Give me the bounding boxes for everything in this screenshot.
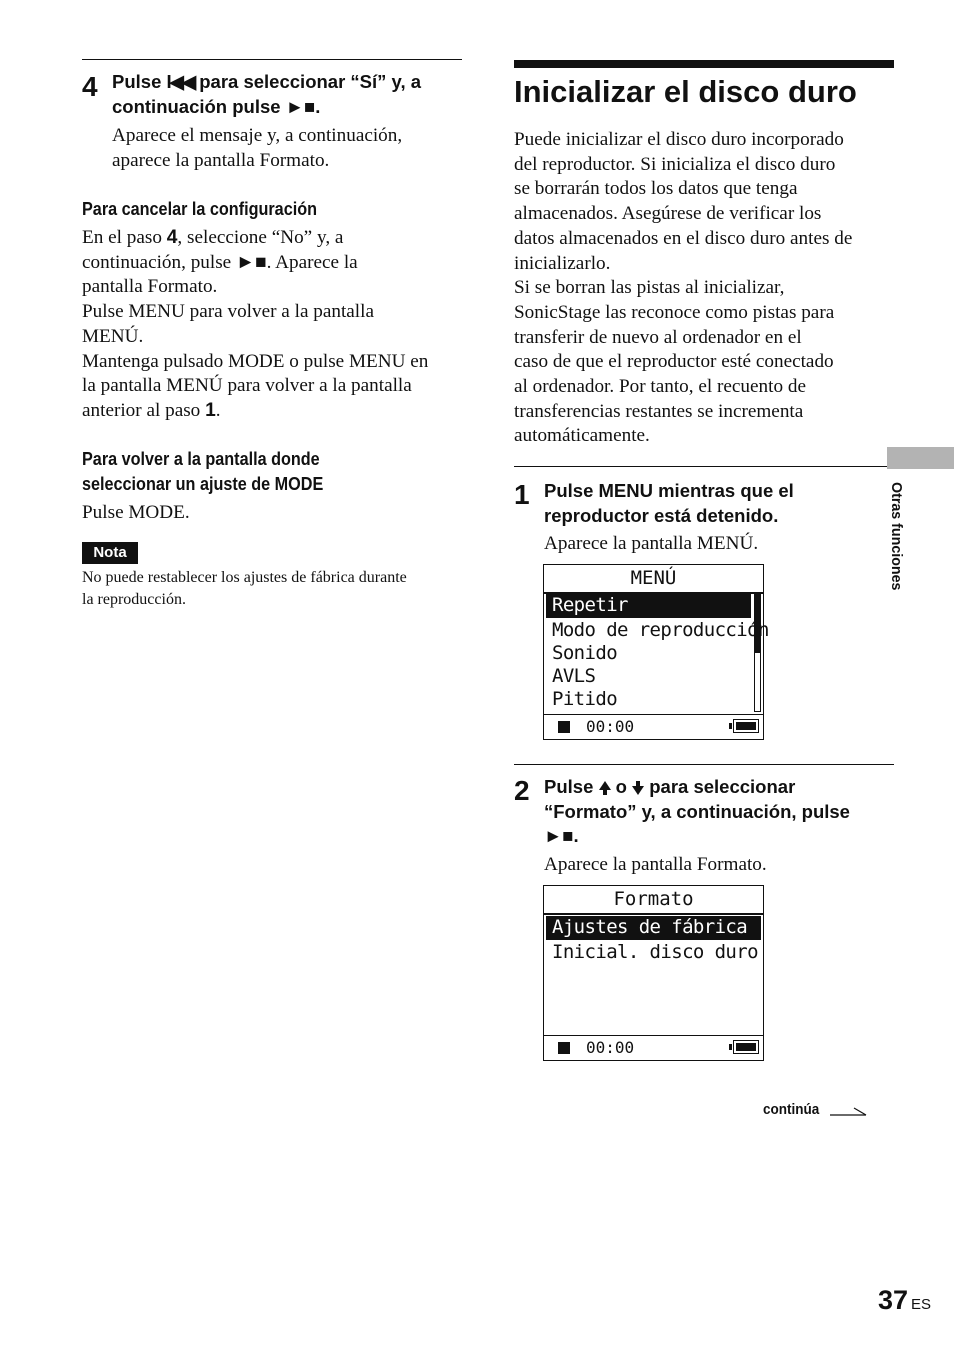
play-stop-icon: ►■: [544, 825, 574, 846]
intro-line: del reproductor. Si inicializa el disco duro: [514, 153, 836, 175]
menu-status-bar: [544, 714, 763, 739]
format-item-ajustes: Ajustes de fábrica: [552, 916, 748, 938]
note-text: No puede restablecer los ajustes de fábrica durante la reproducción.: [82, 569, 407, 608]
intro-line: datos almacenados en el disco duro antes de: [514, 227, 853, 249]
intro-paragraph: [514, 128, 894, 449]
step-2-instruction: Pulse o para seleccionar “Formato” y, a continuación, pulse ►■.: [544, 776, 850, 846]
page-number: 37 ES: [878, 1285, 932, 1315]
step-1-rule: [514, 466, 894, 467]
stop-icon: [558, 721, 570, 733]
intro-line: Si se borran las pistas al inicializar,: [514, 277, 785, 299]
menu-screen: [543, 564, 769, 740]
format-time: 00:00: [586, 1038, 635, 1057]
side-tab-label: Otras funciones: [888, 482, 905, 591]
title-bar: [514, 60, 894, 68]
intro-line: SonicStage las reconoce como pistas para: [514, 301, 835, 323]
intro-line: caso de que el reproductor esté conectado: [514, 351, 834, 373]
step-1-number: 1: [514, 479, 530, 510]
down-arrow-icon: [632, 786, 644, 795]
step-4-description: Aparece el mensaje y, a continuación, aparece la pantalla Formato.: [112, 125, 403, 171]
step-4-number: 4: [82, 71, 98, 102]
menu-item-avls: AVLS: [552, 665, 596, 687]
menu-scrollbar: [754, 594, 761, 712]
back-heading: Para volver a la pantalla donde seleccionar un ajuste de MODE: [82, 449, 324, 494]
play-stop-icon: ►■: [236, 251, 267, 273]
intro-line: almacenados. Asegúrese de verificar los: [514, 203, 822, 225]
step-1-instruction: Pulse MENU mientras que el reproductor está detenido.: [544, 480, 794, 526]
step-2-description: Aparece la pantalla Formato.: [544, 854, 767, 875]
format-screen-title: Formato: [613, 888, 694, 910]
intro-line: automáticamente.: [514, 425, 650, 447]
step-2-rule: [514, 764, 894, 765]
continues-label: continúa: [763, 1101, 820, 1118]
step-4-instruction: Pulse I◀◀ para seleccionar “Sí” y, a continuación pulse ►■.: [112, 71, 422, 117]
prev-icon: I◀◀: [166, 71, 195, 92]
menu-item-sonido: Sonido: [552, 642, 618, 664]
format-screen: [543, 885, 764, 1061]
menu-item-repetir: Repetir: [552, 594, 628, 616]
page-title: Inicializar el disco duro: [514, 74, 857, 109]
battery-icon: [733, 719, 759, 733]
cancel-heading: Para cancelar la configuración: [82, 199, 317, 219]
play-stop-icon: ►■: [285, 95, 316, 117]
note-badge: Nota: [82, 542, 138, 564]
continues-arrow-icon: [830, 1104, 868, 1118]
step-1-description: Aparece la pantalla MENÚ.: [544, 533, 759, 554]
step-2-number: 2: [514, 775, 530, 806]
intro-line: al ordenador. Por tanto, el recuento de: [514, 376, 806, 398]
back-text: Pulse MODE.: [82, 502, 190, 523]
intro-line: se borrarán todos los datos que tenga: [514, 178, 798, 200]
menu-item-modo: Modo de reproducción: [552, 619, 769, 641]
battery-icon: [733, 1040, 759, 1054]
format-item-inicial: Inicial. disco duro: [552, 941, 758, 963]
cancel-text: En el paso 4, seleccione “No” y, a continuación, pulse ►■. Aparece la pantalla Formato. Pulse MENU para volver a la pantalla MENÚ. Mantenga pulsado MODE o pulse MENU en la pantalla MENÚ para volver a la pantalla anterior al paso 1.: [82, 227, 429, 421]
format-status-bar: [544, 1035, 763, 1060]
menu-time: 00:00: [586, 717, 635, 736]
stop-icon: [558, 1042, 570, 1054]
side-tab: [887, 447, 954, 469]
intro-line: transferir de nuevo al ordenador en el: [514, 326, 802, 348]
up-arrow-stem: [603, 787, 607, 795]
intro-line: transferencias restantes se incrementa: [514, 400, 804, 422]
menu-screen-title: MENÚ: [630, 567, 677, 589]
top-rule-left: [82, 59, 462, 60]
intro-line: Puede inicializar el disco duro incorporado: [514, 129, 844, 150]
intro-line: inicializarlo.: [514, 252, 611, 274]
menu-item-pitido: Pitido: [552, 688, 618, 710]
